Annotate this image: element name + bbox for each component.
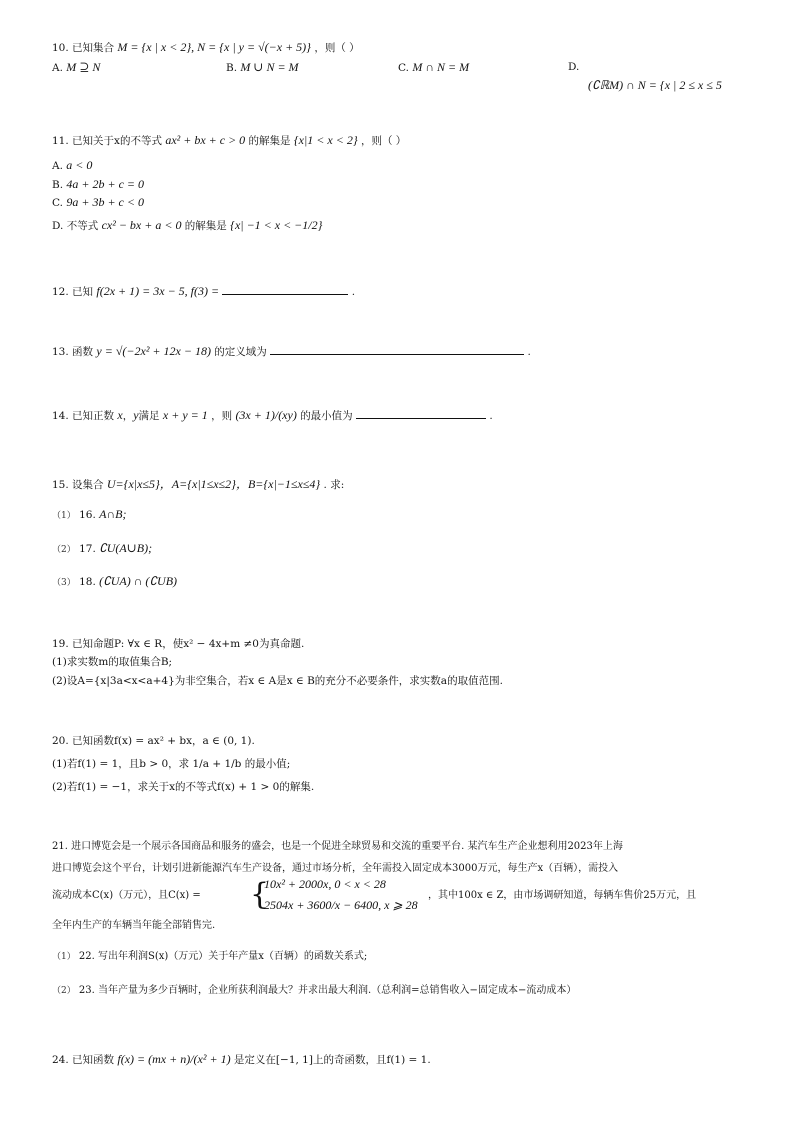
- q21-part-2: （2） 23. 当年产量为多少百辆时，企业所获利润最大？并求出最大利润.（总利润=总销售收入−固定成本−流动成本）: [52, 985, 577, 996]
- q10-option-b: B. M ∪ N = M: [226, 60, 299, 74]
- answer-blank[interactable]: [222, 284, 348, 295]
- q21-line-3b: ，其中100x ∈ Z，由市场调研知道，每辆车售价25万元，且: [428, 890, 697, 901]
- q15-part-3: （3） 18. (∁UA) ∩ (∁UB): [52, 574, 178, 588]
- q19-part-1: (1)求实数m的取值集合B;: [52, 656, 173, 668]
- q21-line-2: 进口博览会这个平台，计划引进新能源汽车生产设备，通过市场分析，全年需投入固定成本3000万元，每生产x（百辆），需投入: [52, 863, 619, 874]
- q15-part-2: （2） 17. ∁U(A∪B);: [52, 541, 153, 555]
- q13-stem: 13. 函数 y = √(−2x² + 12x − 18) 的定义域为 .: [52, 344, 531, 358]
- q12-stem: 12. 已知 f(2x + 1) = 3x − 5, f(3) = .: [52, 284, 356, 298]
- q19-stem: 19. 已知命题P: ∀x ∈ R，使x² − 4x+m ≠0为真命题.: [52, 638, 305, 650]
- q20-part-1: (1)若f(1) = 1，且b > 0，求 1/a + 1/b 的最小值;: [52, 758, 291, 770]
- piecewise-brace: {: [250, 877, 270, 912]
- q21-line-3a: 流动成本C(x)（万元），且C(x) =: [52, 890, 201, 901]
- q21-part-1: （1） 22. 写出年利润S(x)（万元）关于年产量x（百辆）的函数关系式;: [52, 951, 368, 962]
- q19-part-2: (2)设A={x|3a<x<a+4}为非空集合，若x ∈ A是x ∈ B的充分不必要条件，求实数a的取值范围.: [52, 675, 503, 687]
- q11-option-d: D. 不等式 cx² − bx + a < 0 的解集是 {x| −1 < x < −1/2}: [52, 218, 323, 232]
- q10-option-d-label: D.: [568, 61, 580, 73]
- answer-blank[interactable]: [270, 344, 524, 355]
- q11-option-b: B. 4a + 2b + c = 0: [52, 177, 145, 191]
- q14-stem: 14. 已知正数 x，y满足 x + y = 1 ，则 (3x + 1)/(xy) 的最小值为 .: [52, 408, 493, 422]
- q21-line-4: 全年内生产的车辆当年能全部销售完.: [52, 920, 216, 931]
- q11-option-a: A. a < 0: [52, 158, 93, 172]
- answer-blank[interactable]: [356, 408, 486, 419]
- q21-line-1: 21. 进口博览会是一个展示各国商品和服务的盛会，也是一个促进全球贸易和交流的重要平台. 某汽车生产企业想利用2023年上海: [52, 841, 623, 852]
- q11-stem: 11. 已知关于x的不等式 ax² + bx + c > 0 的解集是 {x|1 < x < 2} ，则（ ）: [52, 133, 407, 147]
- fraction: (3x + 1)/(xy): [235, 408, 297, 422]
- q24-stem: 24. 已知函数 f(x) = (mx + n)/(x² + 1) 是定义在[−1, 1]上的奇函数，且f(1) = 1.: [52, 1052, 431, 1066]
- q10-option-d: (∁ℝM) ∩ N = {x | 2 ≤ x ≤ 5: [588, 78, 722, 92]
- q10-option-c: C. M ∩ N = M: [398, 60, 470, 74]
- piecewise-case-1: 10x² + 2000x, 0 < x < 28: [264, 877, 386, 891]
- q11-option-c: C. 9a + 3b + c < 0: [52, 195, 144, 209]
- piecewise-case-2: 2504x + 3600/x − 6400, x ⩾ 28: [264, 898, 418, 912]
- q15-part-1: （1） 16. A∩B;: [52, 507, 127, 521]
- q15-stem: 15. 设集合 U={x|x≤5}，A={x|1≤x≤2}，B={x|−1≤x≤4} . 求:: [52, 477, 345, 491]
- q20-stem: 20. 已知函数f(x) = ax² + bx，a ∈ (0, 1).: [52, 735, 255, 747]
- q10-option-a: A. M ⊇ N: [52, 60, 101, 74]
- q10-sets: M = {x | x < 2}, N = {x | y = √(−x + 5)}: [117, 40, 311, 54]
- q20-part-2: (2)若f(1) = −1，求关于x的不等式f(x) + 1 > 0的解集.: [52, 781, 315, 793]
- q10-stem: 10. 已知集合 M = {x | x < 2}, N = {x | y = √(−x + 5)} ，则（ ）: [52, 40, 360, 54]
